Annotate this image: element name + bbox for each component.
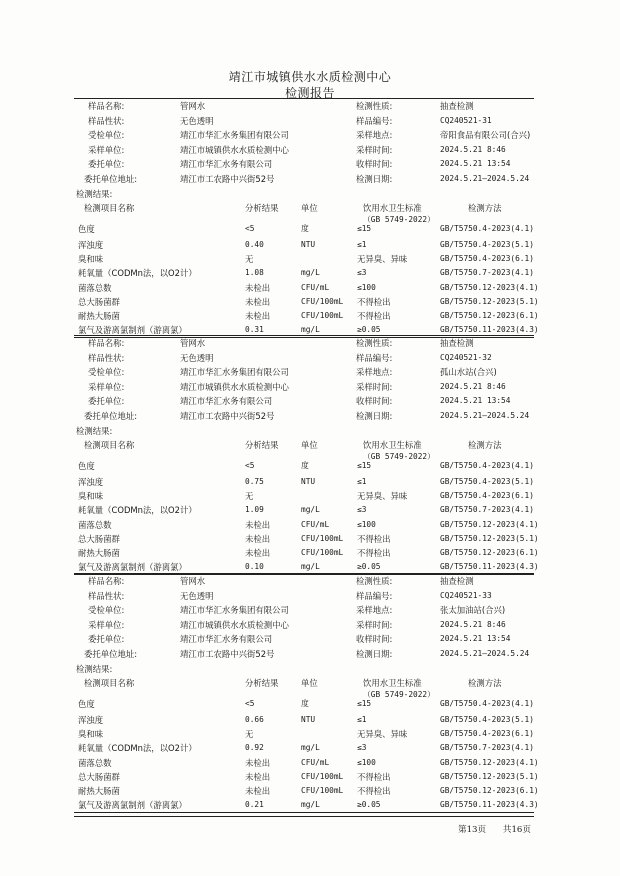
- result-unit: CFU/mL: [301, 283, 330, 292]
- result-value: 未检出: [245, 283, 271, 293]
- entrusted-unit-value: 靖江市华汇水务集团有限公司: [180, 130, 289, 141]
- result-unit: CFU/100mL: [301, 297, 344, 306]
- result-standard: 不得检出: [357, 786, 391, 796]
- sampling-site-label: 采样地点:: [356, 367, 393, 378]
- result-value: 无: [245, 729, 254, 739]
- result-method: GB/T5750.12-2023(5.1): [440, 297, 539, 306]
- sample-number-label: 样品编号:: [356, 115, 393, 126]
- result-value: 未检出: [245, 548, 271, 558]
- result-unit: CFU/100mL: [301, 534, 344, 543]
- result-item-name: 氯气及游离氯制剂（游离氯）: [78, 800, 187, 810]
- results-heading: 检测结果:: [76, 663, 113, 674]
- col-header-item: 检测项目名称: [84, 678, 135, 689]
- result-unit: CFU/mL: [301, 520, 330, 529]
- sampling-site-label: 采样地点:: [356, 605, 393, 616]
- result-standard: 无异臭、异味: [357, 491, 408, 501]
- receive-time-value: 2024.5.21 13:54: [440, 634, 511, 644]
- result-method: GB/T5750.12-2023(6.1): [440, 548, 539, 557]
- col-header-unit: 单位: [301, 203, 318, 214]
- receive-time-label: 收样时间:: [356, 396, 393, 407]
- result-value: 0.21: [245, 800, 264, 809]
- result-value: 未检出: [245, 311, 271, 321]
- result-value: 0.10: [245, 562, 264, 571]
- result-standard: ≤3: [357, 743, 367, 752]
- result-standard: 无异臭、异味: [357, 729, 408, 739]
- result-value: 无: [245, 254, 254, 264]
- result-standard: ≥0.05: [357, 800, 381, 809]
- col-header-unit: 单位: [301, 678, 318, 689]
- result-method: GB/T5750.4-2023(6.1): [440, 254, 534, 263]
- result-item-name: 耗氧量（CODMn法，以O2计）: [78, 268, 197, 278]
- col-header-standard-ref: （GB 5749-2022）: [363, 452, 435, 462]
- section-top-rule: [74, 335, 534, 336]
- entrusted-unit-label: 受检单位:: [88, 605, 125, 616]
- result-standard: 不得检出: [357, 772, 391, 782]
- report-org-title: 靖江市城镇供水水质检测中心: [228, 70, 392, 84]
- result-unit: CFU/100mL: [301, 786, 344, 795]
- sample-name-label: 样品名称:: [88, 338, 125, 348]
- result-method: GB/T5750.4-2023(4.1): [440, 461, 534, 470]
- page-footer: [458, 823, 545, 835]
- result-value: 未检出: [245, 758, 271, 768]
- result-method: GB/T5750.12-2023(6.1): [440, 311, 539, 320]
- sample-number-label: 样品编号:: [356, 590, 393, 601]
- sampling-time-value: 2024.5.21 8:46: [440, 381, 506, 391]
- client-address-value: 靖江市工农路中兴街52号: [180, 174, 275, 184]
- col-header-standard: 饮用水卫生标准: [363, 678, 422, 689]
- result-item-name: 菌落总数: [78, 520, 112, 530]
- sampling-unit-label: 采样单位:: [88, 144, 125, 155]
- result-value: 未检出: [245, 297, 271, 307]
- section-bottom-rule: [74, 812, 534, 813]
- result-standard: ≤100: [357, 283, 376, 292]
- result-value: 1.08: [245, 268, 264, 277]
- sample-status-label: 样品性状:: [88, 590, 125, 601]
- report-doc-title: 检测报告: [284, 86, 335, 100]
- result-value: 未检出: [245, 772, 271, 782]
- result-value: 0.66: [245, 715, 264, 724]
- result-method: GB/T5750.4-2023(4.1): [440, 699, 534, 708]
- result-method: GB/T5750.7-2023(4.1): [440, 505, 534, 514]
- result-method: GB/T5750.4-2023(5.1): [440, 477, 534, 486]
- result-method: GB/T5750.12-2023(5.1): [440, 772, 539, 781]
- test-date-value: 2024.5.21—2024.5.24: [440, 411, 530, 420]
- result-unit: mg/L: [301, 505, 320, 514]
- result-item-name: 总大肠菌群: [78, 772, 120, 782]
- result-standard: ≥0.05: [357, 325, 381, 334]
- result-method: GB/T5750.12-2023(4.1): [440, 758, 539, 767]
- result-standard: 不得检出: [357, 534, 391, 544]
- sample-name-value: 管网水: [180, 101, 206, 111]
- test-nature-value: 抽查检测: [440, 576, 474, 586]
- result-method: GB/T5750.4-2023(6.1): [440, 729, 534, 738]
- result-standard: ≤3: [357, 505, 367, 514]
- result-unit: 度: [301, 699, 309, 708]
- result-value: 无: [245, 491, 254, 501]
- sampling-unit-value: 靖江市城镇供水水质检测中心: [180, 619, 289, 630]
- result-value: 0.31: [245, 325, 264, 334]
- result-unit: 度: [301, 224, 309, 233]
- client-unit-value: 靖江市华汇水务有限公司: [180, 634, 273, 645]
- result-unit: CFU/100mL: [301, 311, 344, 320]
- result-method: GB/T5750.12-2023(5.1): [440, 534, 539, 543]
- result-item-name: 臭和味: [78, 254, 104, 264]
- result-unit: NTU: [301, 715, 316, 724]
- client-address-value: 靖江市工农路中兴街52号: [180, 649, 275, 659]
- result-standard: ≤1: [357, 240, 367, 249]
- result-standard: ≤100: [357, 520, 376, 529]
- result-standard: ≤15: [357, 699, 372, 708]
- receive-time-label: 收样时间:: [356, 159, 393, 170]
- receive-time-label: 收样时间:: [356, 634, 393, 645]
- result-item-name: 色度: [78, 224, 95, 234]
- sample-number-value: CQ240521-33: [440, 590, 492, 600]
- result-value: 0.92: [245, 743, 264, 752]
- result-method: GB/T5750.12-2023(6.1): [440, 786, 539, 795]
- test-nature-label: 检测性质:: [356, 101, 393, 111]
- result-standard: 无异臭、异味: [357, 254, 408, 264]
- client-address-label: 委托单位地址:: [84, 649, 138, 659]
- result-standard: ≤15: [357, 224, 372, 233]
- entrusted-unit-value: 靖江市华汇水务集团有限公司: [180, 367, 289, 378]
- sampling-time-label: 采样时间:: [356, 144, 393, 155]
- test-nature-label: 检测性质:: [356, 338, 393, 348]
- test-date-value: 2024.5.21—2024.5.24: [440, 649, 530, 658]
- col-header-standard: 饮用水卫生标准: [363, 440, 422, 451]
- client-unit-label: 委托单位:: [88, 634, 125, 645]
- result-value: 1.09: [245, 505, 264, 514]
- test-nature-label: 检测性质:: [356, 576, 393, 586]
- result-standard: ≤100: [357, 758, 376, 767]
- result-value: <5: [245, 699, 255, 708]
- result-method: GB/T5750.11-2023(4.3): [440, 800, 539, 809]
- result-method: GB/T5750.11-2023(4.3): [440, 562, 539, 571]
- result-unit: 度: [301, 461, 309, 470]
- result-unit: NTU: [301, 240, 316, 249]
- entrusted-unit-value: 靖江市华汇水务集团有限公司: [180, 605, 289, 616]
- result-value: <5: [245, 461, 255, 470]
- result-standard: 不得检出: [357, 548, 391, 558]
- test-date-value: 2024.5.21—2024.5.24: [440, 174, 530, 183]
- result-unit: mg/L: [301, 268, 320, 277]
- section-top-rule: [74, 98, 534, 99]
- test-date-label: 检测日期:: [356, 649, 393, 659]
- result-item-name: 总大肠菌群: [78, 534, 120, 544]
- result-method: GB/T5750.7-2023(4.1): [440, 268, 534, 277]
- result-unit: CFU/100mL: [301, 548, 344, 557]
- entrusted-unit-label: 受检单位:: [88, 367, 125, 378]
- sampling-site-label: 采样地点:: [356, 130, 393, 141]
- client-unit-value: 靖江市华汇水务有限公司: [180, 396, 273, 407]
- result-standard: ≤15: [357, 461, 372, 470]
- result-method: GB/T5750.4-2023(6.1): [440, 491, 534, 500]
- result-item-name: 色度: [78, 699, 95, 709]
- result-value: <5: [245, 224, 255, 233]
- sampling-unit-value: 靖江市城镇供水水质检测中心: [180, 144, 289, 155]
- result-item-name: 氯气及游离氯制剂（游离氯）: [78, 562, 187, 572]
- client-address-label: 委托单位地址:: [84, 411, 138, 421]
- test-nature-value: 抽查检测: [440, 101, 474, 111]
- result-item-name: 耗氧量（CODMn法，以O2计）: [78, 743, 197, 753]
- result-value: 未检出: [245, 786, 271, 796]
- result-item-name: 浑浊度: [78, 477, 104, 487]
- sample-status-value: 无色透明: [180, 352, 214, 363]
- result-unit: CFU/100mL: [301, 772, 344, 781]
- result-method: GB/T5750.11-2023(4.3): [440, 325, 539, 334]
- test-nature-value: 抽查检测: [440, 338, 474, 348]
- sampling-site-value: 帝阳食品有限公司(合兴): [440, 130, 531, 141]
- result-item-name: 氯气及游离氯制剂（游离氯）: [78, 325, 187, 335]
- col-header-result: 分析结果: [245, 678, 279, 689]
- result-item-name: 色度: [78, 461, 95, 471]
- sampling-unit-label: 采样单位:: [88, 381, 125, 392]
- result-value: 未检出: [245, 534, 271, 544]
- result-unit: mg/L: [301, 800, 320, 809]
- result-item-name: 菌落总数: [78, 758, 112, 768]
- result-item-name: 臭和味: [78, 491, 104, 501]
- col-header-standard: 饮用水卫生标准: [363, 203, 422, 214]
- sampling-unit-label: 采样单位:: [88, 619, 125, 630]
- sample-status-value: 无色透明: [180, 590, 214, 601]
- test-date-label: 检测日期:: [356, 411, 393, 421]
- result-item-name: 浑浊度: [78, 240, 104, 250]
- sample-name-value: 管网水: [180, 338, 206, 348]
- col-header-item: 检测项目名称: [84, 440, 135, 451]
- sample-name-value: 管网水: [180, 576, 206, 586]
- result-method: GB/T5750.4-2023(5.1): [440, 240, 534, 249]
- col-header-standard-ref: （GB 5749-2022）: [363, 215, 435, 225]
- sampling-time-value: 2024.5.21 8:46: [440, 144, 506, 154]
- sample-number-value: CQ240521-32: [440, 352, 492, 362]
- sample-number-label: 样品编号:: [356, 352, 393, 363]
- result-method: GB/T5750.7-2023(4.1): [440, 743, 534, 752]
- page-number: 第13页: [458, 825, 487, 835]
- result-item-name: 耐热大肠菌: [78, 548, 120, 558]
- client-unit-label: 委托单位:: [88, 159, 125, 170]
- client-unit-label: 委托单位:: [88, 396, 125, 407]
- result-value: 未检出: [245, 520, 271, 530]
- page-total: 共16页: [502, 825, 531, 835]
- result-method: GB/T5750.4-2023(5.1): [440, 715, 534, 724]
- col-header-result: 分析结果: [245, 203, 279, 214]
- result-standard: ≤3: [357, 268, 367, 277]
- sampling-unit-value: 靖江市城镇供水水质检测中心: [180, 381, 289, 392]
- result-item-name: 菌落总数: [78, 283, 112, 293]
- col-header-method: 检测方法: [468, 678, 502, 689]
- result-value: 0.75: [245, 477, 264, 486]
- result-method: GB/T5750.12-2023(4.1): [440, 283, 539, 292]
- col-header-item: 检测项目名称: [84, 203, 135, 214]
- sample-status-label: 样品性状:: [88, 115, 125, 126]
- result-unit: mg/L: [301, 562, 320, 571]
- sample-name-label: 样品名称:: [88, 101, 125, 111]
- receive-time-value: 2024.5.21 13:54: [440, 396, 511, 406]
- sample-status-value: 无色透明: [180, 115, 214, 126]
- result-unit: mg/L: [301, 743, 320, 752]
- result-standard: 不得检出: [357, 297, 391, 307]
- footer-rule: [74, 816, 534, 817]
- result-value: 0.40: [245, 240, 264, 249]
- col-header-unit: 单位: [301, 440, 318, 451]
- result-standard: ≤1: [357, 477, 367, 486]
- col-header-result: 分析结果: [245, 440, 279, 451]
- result-item-name: 耗氧量（CODMn法，以O2计）: [78, 505, 197, 515]
- col-header-standard-ref: （GB 5749-2022）: [363, 690, 435, 700]
- client-address-label: 委托单位地址:: [84, 174, 138, 184]
- result-item-name: 耐热大肠菌: [78, 311, 120, 321]
- sampling-time-label: 采样时间:: [356, 619, 393, 630]
- result-standard: 不得检出: [357, 311, 391, 321]
- sampling-site-value: 孤山水站(合兴): [440, 367, 497, 378]
- sampling-time-label: 采样时间:: [356, 381, 393, 392]
- sample-number-value: CQ240521-31: [440, 115, 492, 125]
- result-item-name: 浑浊度: [78, 715, 104, 725]
- result-standard: ≤1: [357, 715, 367, 724]
- sample-status-label: 样品性状:: [88, 352, 125, 363]
- sampling-time-value: 2024.5.21 8:46: [440, 619, 506, 629]
- section-bottom-rule: [74, 574, 534, 575]
- results-heading: 检测结果:: [76, 188, 113, 199]
- results-heading: 检测结果:: [76, 425, 113, 436]
- col-header-method: 检测方法: [468, 440, 502, 451]
- client-unit-value: 靖江市华汇水务有限公司: [180, 159, 273, 170]
- result-unit: CFU/mL: [301, 758, 330, 767]
- client-address-value: 靖江市工农路中兴街52号: [180, 411, 275, 421]
- sample-name-label: 样品名称:: [88, 576, 125, 586]
- result-standard: ≥0.05: [357, 562, 381, 571]
- col-header-method: 检测方法: [468, 203, 502, 214]
- test-date-label: 检测日期:: [356, 174, 393, 184]
- section-top-rule: [74, 573, 534, 574]
- receive-time-value: 2024.5.21 13:54: [440, 159, 511, 169]
- entrusted-unit-label: 受检单位:: [88, 130, 125, 141]
- result-unit: NTU: [301, 477, 316, 486]
- result-method: GB/T5750.12-2023(4.1): [440, 520, 539, 529]
- result-method: GB/T5750.4-2023(4.1): [440, 224, 534, 233]
- result-unit: mg/L: [301, 325, 320, 334]
- result-item-name: 总大肠菌群: [78, 297, 120, 307]
- result-item-name: 臭和味: [78, 729, 104, 739]
- sampling-site-value: 张太加油站(合兴): [440, 605, 506, 616]
- result-item-name: 耐热大肠菌: [78, 786, 120, 796]
